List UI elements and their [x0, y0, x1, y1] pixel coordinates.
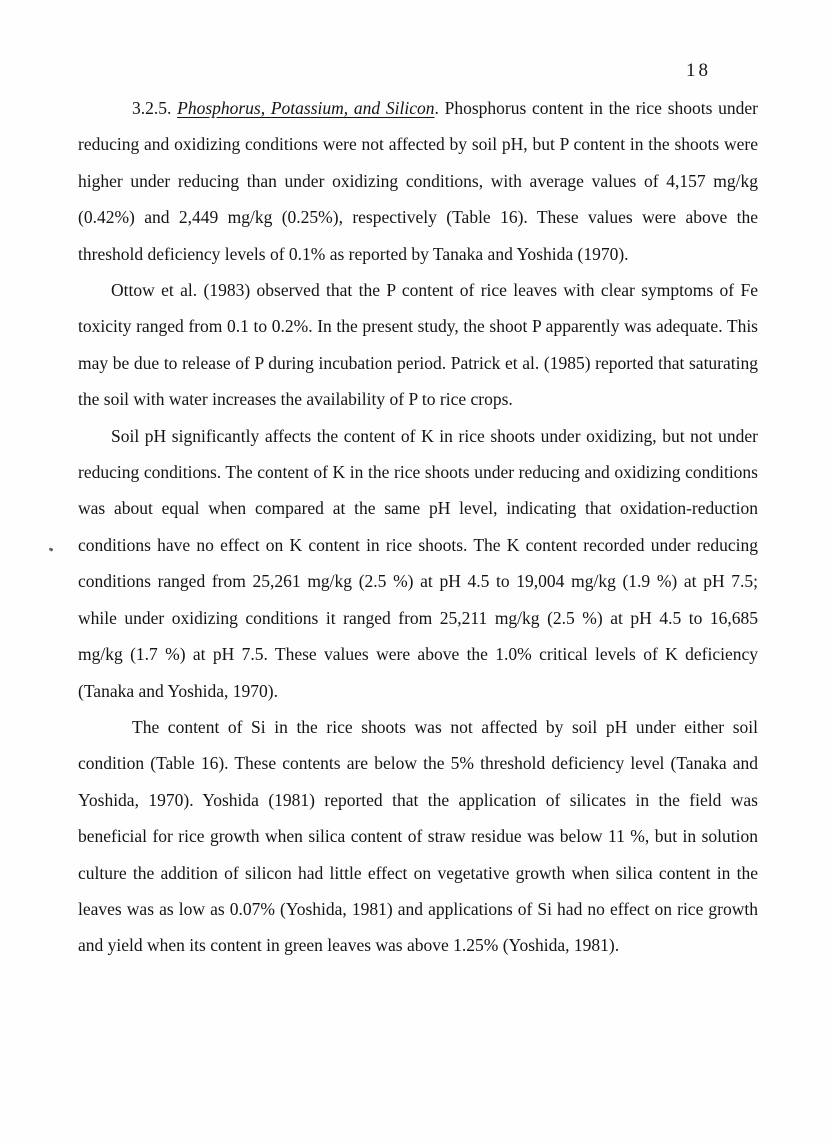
paragraph-silicon: The content of Si in the rice shoots was not affected by soil pH under either soil condition (Table 16). These contents are below the 5% threshold deficiency level (Tanaka and Yoshida, 1970). Yoshida (1981) reported that the application of silicates in the field was beneficial for rice growth when silica content of straw residue was below 11 %, but in solution culture the addition of silicon had little effect on vegetative growth when silica content in the leaves was as low as 0.07% (Yoshida, 1981) and applications of Si had no effect on rice growth and yield when its content in green leaves was above 1.25% (Yoshida, 1981). — [78, 716, 758, 956]
paragraph-potassium: Soil pH significantly affects the content of K in rice shoots under oxidizing, but not under reducing conditions. The content of K in the rice shoots under reducing and oxidizing conditions was about equal when compared at the same pH level, indicating that oxidation-reduction conditions have no effect on K content in rice shoots. The K content recorded under reducing conditions ranged from 25,261 mg/kg (2.5 %) at pH 4.5 to 19,004 mg/kg (1.9 %) at pH 7.5; while under oxidizing conditions it ranged from 25,211 mg/kg (2.5 %) at pH 4.5 to 16,685 mg/kg (1.7 %) at pH 7.5. These values were above the 1.0% critical levels of K deficiency (Tanaka and Yoshida, 1970). — [78, 425, 758, 701]
section-title: Phosphorus, Potassium, and Silicon — [177, 98, 435, 118]
paragraph-phosphorus-text: . Phosphorus content in the rice shoots under reducing and oxidizing conditions were not affected by soil pH, but P content in the shoots were higher under reducing than under oxidizing conditions, with average values of 4,157 mg/kg (0.42%) and 2,449 mg/kg (0.25%), respectively (Table 16). These values were above the threshold deficiency levels of 0.1% as reported by Tanaka and Yoshida (1970). — [78, 98, 759, 264]
document-body — [78, 90, 758, 964]
page-number: 18 — [686, 60, 711, 81]
section-number: 3.2.5. — [132, 98, 172, 118]
paragraph-phosphorus — [78, 90, 758, 272]
paragraph-ottow: Ottow et al. (1983) observed that the P content of rice leaves with clear symptoms of Fe toxicity ranged from 0.1 to 0.2%. In the present study, the shoot P apparently was adequate. This may be due to release of P during incubation period. Patrick et al. (1985) reported that saturating the soil with water increases the availability of P to rice crops. — [78, 280, 758, 410]
scan-artifact-dot — [49, 547, 54, 551]
